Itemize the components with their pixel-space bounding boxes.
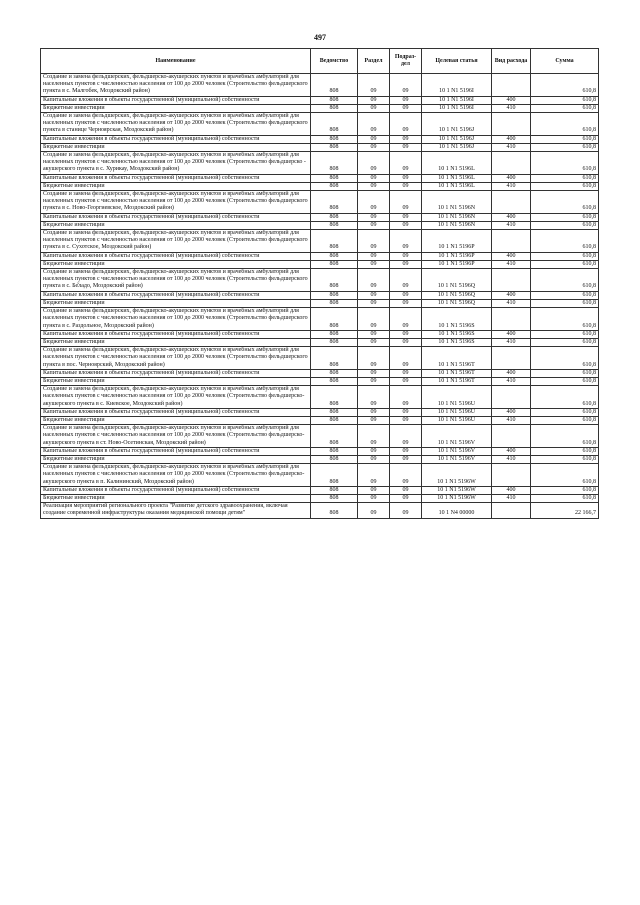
cell-sum: 610,8 (531, 113, 599, 136)
cell-name: Капитальные вложения в объекты государственной (муниципальной) собственности (41, 96, 311, 104)
cell-name: Капитальные вложения в объекты государственной (муниципальной) собственности (41, 174, 311, 182)
cell-name: Создание и замена фельдшерских, фельдшерско-акушерских пунктов и врачебных амбулаторий для населенных пунктов с численностью населения от 100 до 2000 человек (Строительство фельдшерского пункта в с. Раздольное, Моздокский район) (41, 308, 311, 331)
cell-section: 09 (358, 143, 390, 151)
table-body (41, 74, 599, 519)
cell-section: 09 (358, 455, 390, 463)
cell-name: Капитальные вложения в объекты государственной (муниципальной) собственности (41, 447, 311, 455)
cell-subsection: 09 (390, 104, 422, 112)
table-row (41, 260, 599, 268)
cell-dept: 808 (311, 425, 358, 448)
cell-expense-type: 400 (492, 408, 531, 416)
table-header-row (41, 49, 599, 74)
cell-section: 09 (358, 191, 390, 214)
cell-name: Бюджетные инвестиции (41, 143, 311, 151)
cell-dept: 808 (311, 299, 358, 307)
cell-section: 09 (358, 291, 390, 299)
table-row (41, 143, 599, 151)
cell-dept: 808 (311, 74, 358, 97)
cell-section: 09 (358, 299, 390, 307)
cell-sum: 610,8 (531, 308, 599, 331)
cell-sum: 610,8 (531, 182, 599, 190)
cell-section: 09 (358, 213, 390, 221)
cell-subsection: 09 (390, 96, 422, 104)
cell-target-article: 10 1 N1 5196L (422, 174, 492, 182)
cell-name: Капитальные вложения в объекты государственной (муниципальной) собственности (41, 369, 311, 377)
cell-name: Бюджетные инвестиции (41, 221, 311, 229)
cell-name: Бюджетные инвестиции (41, 104, 311, 112)
cell-section: 09 (358, 486, 390, 494)
cell-expense-type: 410 (492, 260, 531, 268)
cell-section: 09 (358, 369, 390, 377)
cell-dept: 808 (311, 330, 358, 338)
cell-section: 09 (358, 174, 390, 182)
table-row (41, 455, 599, 463)
cell-expense-type: 400 (492, 174, 531, 182)
cell-sum: 610,8 (531, 425, 599, 448)
cell-target-article: 10 1 N1 5196V (422, 447, 492, 455)
cell-section: 09 (358, 416, 390, 424)
cell-expense-type (492, 269, 531, 292)
cell-name: Создание и замена фельдшерских, фельдшерско-акушерских пунктов и врачебных амбулаторий для населенных пунктов с численностью населения от 100 до 2000 человек (Строительство фельдшерско - акушерского пункта в с. Хурикау, Моздокский район) (41, 152, 311, 175)
cell-dept: 808 (311, 377, 358, 385)
cell-section: 09 (358, 104, 390, 112)
table-row (41, 252, 599, 260)
cell-subsection: 09 (390, 425, 422, 448)
cell-name: Бюджетные инвестиции (41, 494, 311, 502)
cell-sum: 610,8 (531, 230, 599, 253)
table-row (41, 299, 599, 307)
cell-dept: 808 (311, 503, 358, 518)
cell-name: Капитальные вложения в объекты государственной (муниципальной) собственности (41, 486, 311, 494)
cell-sum: 610,8 (531, 96, 599, 104)
cell-target-article: 10 1 N1 5196U (422, 386, 492, 409)
cell-section: 09 (358, 221, 390, 229)
cell-dept: 808 (311, 416, 358, 424)
cell-target-article: 10 1 N1 5196W (422, 464, 492, 487)
cell-sum: 610,8 (531, 174, 599, 182)
cell-dept: 808 (311, 221, 358, 229)
cell-sum: 610,8 (531, 455, 599, 463)
cell-expense-type (492, 386, 531, 409)
cell-sum: 610,8 (531, 152, 599, 175)
cell-dept: 808 (311, 230, 358, 253)
cell-expense-type: 410 (492, 416, 531, 424)
cell-section: 09 (358, 494, 390, 502)
cell-name: Капитальные вложения в объекты государственной (муниципальной) собственности (41, 213, 311, 221)
cell-target-article: 10 1 N1 5196J (422, 135, 492, 143)
cell-dept: 808 (311, 143, 358, 151)
cell-section: 09 (358, 408, 390, 416)
cell-section: 09 (358, 260, 390, 268)
cell-sum: 610,8 (531, 447, 599, 455)
cell-expense-type (492, 464, 531, 487)
cell-subsection: 09 (390, 447, 422, 455)
cell-name: Создание и замена фельдшерских, фельдшерско-акушерских пунктов и врачебных амбулаторий для населенных пунктов с численностью населения от 100 до 2000 человек (Строительство фельдшерско-акушерского пункта в п. Калининский, Моздокский район) (41, 464, 311, 487)
cell-name: Капитальные вложения в объекты государственной (муниципальной) собственности (41, 291, 311, 299)
cell-expense-type: 400 (492, 330, 531, 338)
cell-subsection: 09 (390, 113, 422, 136)
cell-dept: 808 (311, 104, 358, 112)
cell-expense-type (492, 152, 531, 175)
cell-dept: 808 (311, 408, 358, 416)
cell-dept: 808 (311, 252, 358, 260)
cell-target-article: 10 1 N1 5196L (422, 182, 492, 190)
cell-subsection: 09 (390, 386, 422, 409)
cell-expense-type: 400 (492, 135, 531, 143)
cell-section: 09 (358, 347, 390, 370)
cell-section: 09 (358, 152, 390, 175)
cell-section: 09 (358, 74, 390, 97)
cell-expense-type (492, 113, 531, 136)
cell-target-article: 10 1 N1 5196I (422, 96, 492, 104)
cell-subsection: 09 (390, 486, 422, 494)
cell-subsection: 09 (390, 330, 422, 338)
cell-section: 09 (358, 330, 390, 338)
table-row (41, 338, 599, 346)
cell-target-article: 10 1 N1 5196N (422, 191, 492, 214)
cell-subsection: 09 (390, 252, 422, 260)
cell-sum: 610,8 (531, 386, 599, 409)
cell-name: Создание и замена фельдшерских, фельдшерско-акушерских пунктов и врачебных амбулаторий для населенных пунктов с численностью населения от 100 до 2000 человек (Строительство фельдшерско-акушерского пункта в ст. Ново-Осетинская, Моздокский район) (41, 425, 311, 448)
cell-dept: 808 (311, 260, 358, 268)
table-row (41, 221, 599, 229)
cell-expense-type: 410 (492, 221, 531, 229)
table-row (41, 191, 599, 214)
table-row (41, 503, 599, 518)
header-target-article: Целевая статья (422, 49, 492, 74)
table-row (41, 486, 599, 494)
table-row (41, 347, 599, 370)
cell-sum: 610,8 (531, 135, 599, 143)
cell-subsection: 09 (390, 308, 422, 331)
cell-target-article: 10 1 N1 5196V (422, 425, 492, 448)
cell-target-article: 10 1 N1 5196T (422, 347, 492, 370)
cell-dept: 808 (311, 386, 358, 409)
cell-name: Бюджетные инвестиции (41, 299, 311, 307)
cell-expense-type: 400 (492, 369, 531, 377)
cell-target-article: 10 1 N1 5196T (422, 369, 492, 377)
table-row (41, 74, 599, 97)
cell-target-article: 10 1 N1 5196S (422, 338, 492, 346)
cell-name: Капитальные вложения в объекты государственной (муниципальной) собственности (41, 408, 311, 416)
table-row (41, 174, 599, 182)
table-row (41, 135, 599, 143)
cell-expense-type: 410 (492, 377, 531, 385)
cell-subsection: 09 (390, 260, 422, 268)
header-name: Наименование (41, 49, 311, 74)
cell-expense-type (492, 74, 531, 97)
cell-sum: 610,8 (531, 260, 599, 268)
cell-target-article: 10 1 N1 5196U (422, 408, 492, 416)
cell-expense-type (492, 308, 531, 331)
cell-target-article: 10 1 N1 5196S (422, 308, 492, 331)
cell-dept: 808 (311, 135, 358, 143)
cell-expense-type: 410 (492, 494, 531, 502)
header-sum: Сумма (531, 49, 599, 74)
table-row (41, 113, 599, 136)
cell-section: 09 (358, 96, 390, 104)
cell-subsection: 09 (390, 152, 422, 175)
cell-expense-type: 400 (492, 447, 531, 455)
cell-expense-type: 410 (492, 104, 531, 112)
cell-subsection: 09 (390, 143, 422, 151)
cell-expense-type: 410 (492, 299, 531, 307)
cell-name: Создание и замена фельдшерских, фельдшерско-акушерских пунктов и врачебных амбулаторий для населенных пунктов с численностью населения от 100 до 2000 человек (Строительство фельдшерского пункта в пос. Черноярский, Моздокский район) (41, 347, 311, 370)
cell-subsection: 09 (390, 269, 422, 292)
cell-sum: 610,8 (531, 330, 599, 338)
cell-subsection: 09 (390, 338, 422, 346)
table-row (41, 369, 599, 377)
cell-expense-type (492, 425, 531, 448)
cell-expense-type: 400 (492, 291, 531, 299)
cell-section: 09 (358, 464, 390, 487)
cell-dept: 808 (311, 455, 358, 463)
cell-target-article: 10 1 N1 5196P (422, 230, 492, 253)
cell-section: 09 (358, 447, 390, 455)
table-row (41, 408, 599, 416)
cell-name: Создание и замена фельдшерских, фельдшерско-акушерских пунктов и врачебных амбулаторий для населенных пунктов с численностью населения от 100 до 2000 человек (Строительство фельдшерского пункта в с. Сухотское, Моздокский район) (41, 230, 311, 253)
cell-expense-type: 410 (492, 143, 531, 151)
cell-dept: 808 (311, 191, 358, 214)
cell-section: 09 (358, 425, 390, 448)
cell-name: Создание и замена фельдшерских, фельдшерско-акушерских пунктов и врачебных амбулаторий для населенных пунктов с численностью населения от 100 до 2000 человек (Строительство фельдшерского пункта в с. Ново-Георгиевское, Моздокский район) (41, 191, 311, 214)
cell-sum: 610,8 (531, 104, 599, 112)
cell-section: 09 (358, 135, 390, 143)
cell-expense-type: 400 (492, 213, 531, 221)
cell-sum: 610,8 (531, 74, 599, 97)
table-row (41, 230, 599, 253)
cell-target-article: 10 1 N1 5196U (422, 416, 492, 424)
cell-target-article: 10 1 N4 00000 (422, 503, 492, 518)
cell-subsection: 09 (390, 494, 422, 502)
cell-target-article: 10 1 N1 5196T (422, 377, 492, 385)
cell-section: 09 (358, 230, 390, 253)
cell-name: Бюджетные инвестиции (41, 260, 311, 268)
cell-target-article: 10 1 N1 5196N (422, 221, 492, 229)
table-row (41, 330, 599, 338)
cell-subsection: 09 (390, 377, 422, 385)
cell-subsection: 09 (390, 191, 422, 214)
cell-dept: 808 (311, 347, 358, 370)
cell-expense-type (492, 503, 531, 518)
cell-dept: 808 (311, 152, 358, 175)
cell-sum: 610,8 (531, 377, 599, 385)
cell-expense-type: 400 (492, 252, 531, 260)
cell-sum: 610,8 (531, 269, 599, 292)
cell-section: 09 (358, 113, 390, 136)
cell-dept: 808 (311, 213, 358, 221)
cell-sum: 610,8 (531, 143, 599, 151)
cell-name: Бюджетные инвестиции (41, 338, 311, 346)
cell-dept: 808 (311, 308, 358, 331)
cell-target-article: 10 1 N1 5196W (422, 486, 492, 494)
table-row (41, 213, 599, 221)
cell-subsection: 09 (390, 182, 422, 190)
cell-target-article: 10 1 N1 5196V (422, 455, 492, 463)
cell-target-article: 10 1 N1 5196I (422, 104, 492, 112)
cell-target-article: 10 1 N1 5196L (422, 152, 492, 175)
cell-target-article: 10 1 N1 5196P (422, 252, 492, 260)
table-row (41, 447, 599, 455)
cell-subsection: 09 (390, 408, 422, 416)
table-row (41, 152, 599, 175)
cell-section: 09 (358, 386, 390, 409)
cell-target-article: 10 1 N1 5196N (422, 213, 492, 221)
cell-subsection: 09 (390, 503, 422, 518)
cell-name: Бюджетные инвестиции (41, 377, 311, 385)
cell-expense-type: 410 (492, 455, 531, 463)
table-row (41, 291, 599, 299)
cell-section: 09 (358, 252, 390, 260)
cell-expense-type (492, 191, 531, 214)
cell-target-article: 10 1 N1 5196Q (422, 299, 492, 307)
cell-target-article: 10 1 N1 5196S (422, 330, 492, 338)
cell-target-article: 10 1 N1 5196J (422, 143, 492, 151)
cell-sum: 610,8 (531, 191, 599, 214)
cell-subsection: 09 (390, 221, 422, 229)
cell-target-article: 10 1 N1 5196I (422, 74, 492, 97)
header-section: Раздел (358, 49, 390, 74)
cell-sum: 610,8 (531, 213, 599, 221)
cell-sum: 610,8 (531, 408, 599, 416)
cell-sum: 610,8 (531, 369, 599, 377)
cell-dept: 808 (311, 464, 358, 487)
cell-target-article: 10 1 N1 5196Q (422, 291, 492, 299)
cell-subsection: 09 (390, 230, 422, 253)
table-row (41, 269, 599, 292)
cell-dept: 808 (311, 494, 358, 502)
cell-dept: 808 (311, 486, 358, 494)
cell-sum: 610,8 (531, 347, 599, 370)
cell-dept: 808 (311, 447, 358, 455)
cell-subsection: 09 (390, 464, 422, 487)
cell-sum: 610,8 (531, 299, 599, 307)
cell-section: 09 (358, 338, 390, 346)
cell-dept: 808 (311, 113, 358, 136)
cell-expense-type: 410 (492, 182, 531, 190)
cell-subsection: 09 (390, 299, 422, 307)
cell-expense-type (492, 230, 531, 253)
cell-sum: 22 166,7 (531, 503, 599, 518)
cell-expense-type: 400 (492, 96, 531, 104)
cell-section: 09 (358, 377, 390, 385)
cell-target-article: 10 1 N1 5196Q (422, 269, 492, 292)
table-row (41, 386, 599, 409)
table-row (41, 494, 599, 502)
header-subsection: Подраз-дел (390, 49, 422, 74)
cell-target-article: 10 1 N1 5196J (422, 113, 492, 136)
cell-subsection: 09 (390, 213, 422, 221)
cell-section: 09 (358, 182, 390, 190)
cell-sum: 610,8 (531, 464, 599, 487)
cell-name: Создание и замена фельдшерских, фельдшерско-акушерских пунктов и врачебных амбулаторий для населенных пунктов с численностью населения от 100 до 2000 человек (Строительство фельдшерского пункта в с. Малгобек, Моздокский район) (41, 74, 311, 97)
cell-name: Бюджетные инвестиции (41, 182, 311, 190)
cell-expense-type: 400 (492, 486, 531, 494)
cell-section: 09 (358, 308, 390, 331)
cell-sum: 610,8 (531, 221, 599, 229)
cell-subsection: 09 (390, 416, 422, 424)
cell-name: Бюджетные инвестиции (41, 416, 311, 424)
cell-dept: 808 (311, 291, 358, 299)
table-row (41, 96, 599, 104)
cell-dept: 808 (311, 182, 358, 190)
cell-subsection: 09 (390, 369, 422, 377)
cell-target-article: 10 1 N1 5196P (422, 260, 492, 268)
cell-name: Капитальные вложения в объекты государственной (муниципальной) собственности (41, 252, 311, 260)
cell-subsection: 09 (390, 455, 422, 463)
cell-name: Бюджетные инвестиции (41, 455, 311, 463)
cell-sum: 610,8 (531, 416, 599, 424)
cell-name: Капитальные вложения в объекты государственной (муниципальной) собственности (41, 135, 311, 143)
cell-dept: 808 (311, 338, 358, 346)
cell-name: Создание и замена фельдшерских, фельдшерско-акушерских пунктов и врачебных амбулаторий для населенных пунктов с численностью населения от 100 до 2000 человек (Строительство фельдшерского пункта в станице Черноярская, Моздокский район) (41, 113, 311, 136)
cell-dept: 808 (311, 96, 358, 104)
table-row (41, 425, 599, 448)
budget-table (40, 48, 599, 519)
page-number: 497 (314, 33, 326, 42)
cell-subsection: 09 (390, 347, 422, 370)
cell-name: Реализация мероприятий регионального проекта "Развитие детского здравоохранения, включая создание современной инфраструктуры оказания медицинской помощи детям" (41, 503, 311, 518)
cell-sum: 610,8 (531, 338, 599, 346)
cell-subsection: 09 (390, 291, 422, 299)
cell-sum: 610,8 (531, 291, 599, 299)
header-dept: Ведомство (311, 49, 358, 74)
cell-expense-type (492, 347, 531, 370)
cell-dept: 808 (311, 269, 358, 292)
cell-dept: 808 (311, 369, 358, 377)
cell-section: 09 (358, 269, 390, 292)
cell-sum: 610,8 (531, 486, 599, 494)
cell-expense-type: 410 (492, 338, 531, 346)
cell-name: Создание и замена фельдшерских, фельдшерско-акушерских пунктов и врачебных амбулаторий для населенных пунктов с численностью населения от 100 до 2000 человек (Строительство фельдшерского пункта в с. Бе̌ладо, Моздокский район) (41, 269, 311, 292)
cell-sum: 610,8 (531, 252, 599, 260)
cell-subsection: 09 (390, 135, 422, 143)
table-row (41, 308, 599, 331)
cell-section: 09 (358, 503, 390, 518)
cell-sum: 610,8 (531, 494, 599, 502)
table-row (41, 377, 599, 385)
table-row (41, 464, 599, 487)
cell-dept: 808 (311, 174, 358, 182)
cell-name: Капитальные вложения в объекты государственной (муниципальной) собственности (41, 330, 311, 338)
cell-subsection: 09 (390, 174, 422, 182)
cell-name: Создание и замена фельдшерских, фельдшерско-акушерских пунктов и врачебных амбулаторий для населенных пунктов с численностью населения от 100 до 2000 человек (Строительство фельдшерско-акушерского пункта в с. Киевское, Моздокский район) (41, 386, 311, 409)
cell-target-article: 10 1 N1 5196W (422, 494, 492, 502)
header-expense-type: Вид расхода (492, 49, 531, 74)
table-row (41, 416, 599, 424)
table-row (41, 104, 599, 112)
table-row (41, 182, 599, 190)
cell-subsection: 09 (390, 74, 422, 97)
